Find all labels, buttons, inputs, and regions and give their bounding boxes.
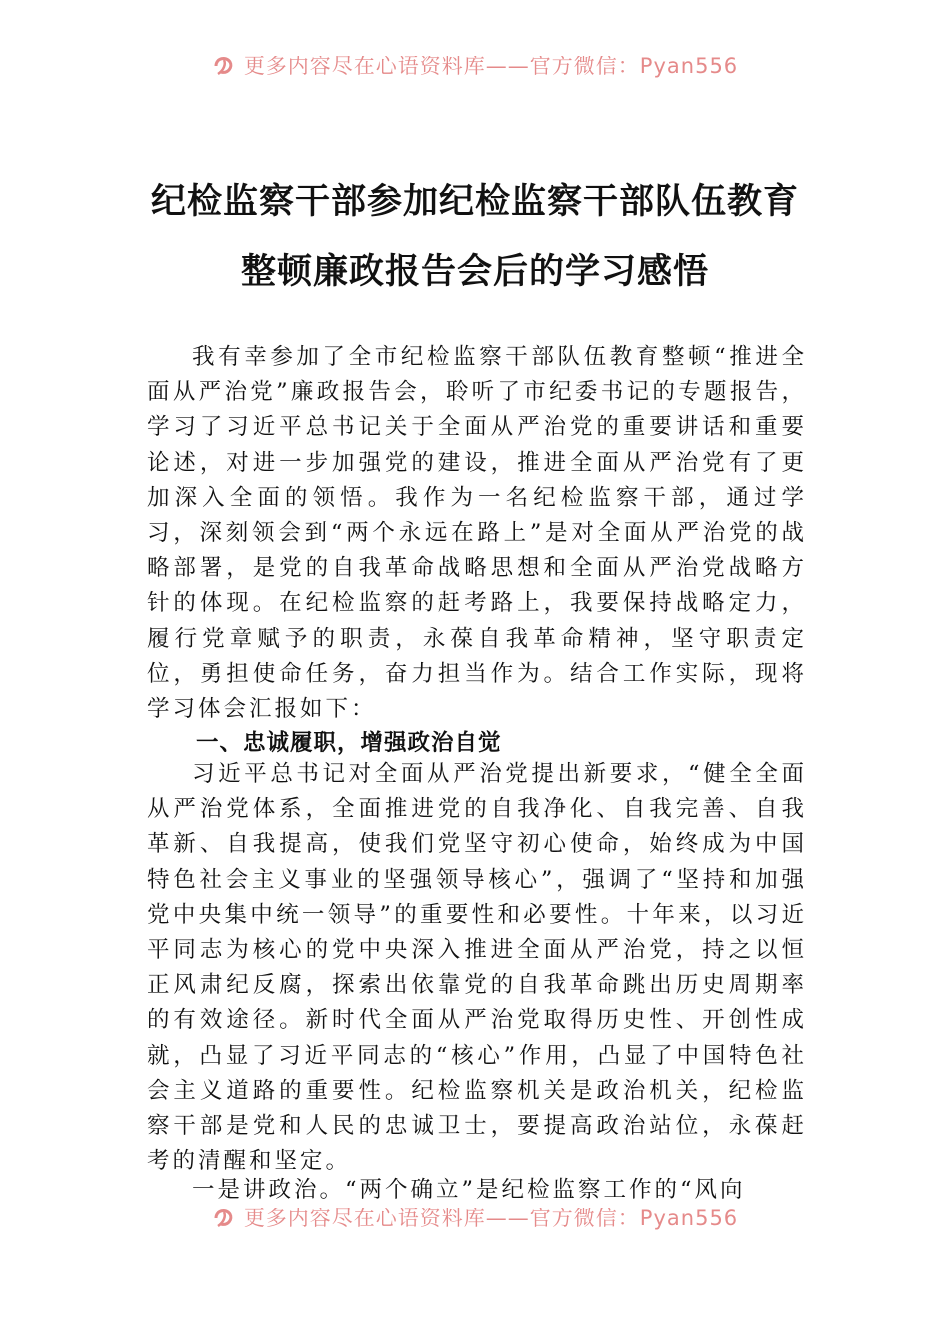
intro-paragraph: 我有幸参加了全市纪检监察干部队伍教育整顿“推进全面从严治党”廉政报告会，聆听了市纪委书记的专题报告，学习了习近平总书记关于全面从严治党的重要讲话和重要论述，对进一步加强党的建设，推进全面从严治党有了更加深入全面的领悟。我作为一名纪检监察干部，通过学习，深刻领会到“两个永远在路上”是对全面从严治党的战略部署，是党的自我革命战略思想和全面从严治党战略方针的体现。在纪检监察的赶考路上，我要保持战略定力，履行党章赋予的职责，永葆自我革命精神，坚守职责定位，勇担使命任务，奋力担当作为。结合工作实际，现将学习体会汇报如下： — [147, 344, 807, 723]
section-1-next-paragraph: 一是讲政治。“两个确立”是纪检监察工作的“风向 — [192, 1177, 746, 1203]
document-title-line2: 整顿廉政报告会后的学习感悟 — [240, 251, 709, 292]
section-heading-1: 一、忠诚履职，增强政治自觉 — [196, 730, 502, 756]
document-title-line1: 纪检监察干部参加纪检监察干部队伍教育 — [150, 181, 799, 222]
watermark-bottom — [0, 1208, 950, 1236]
watermark-text: 更多内容尽在心语资料库——官方微信：Pyan556 — [243, 1208, 739, 1230]
watermark-top — [0, 56, 950, 84]
watermark-logo-icon — [212, 1208, 238, 1230]
watermark-logo-icon — [212, 56, 238, 78]
watermark-text: 更多内容尽在心语资料库——官方微信：Pyan556 — [243, 56, 739, 78]
section-1-paragraph: 习近平总书记对全面从严治党提出新要求，“健全全面从严治党体系，全面推进党的自我净化、自我完善、自我革新、自我提高，使我们党坚守初心使命，始终成为中国特色社会主义事业的坚强领导核心”，强调了“坚持和加强党中央集中统一领导”的重要性和必要性。十年来，以习近平同志为核心的党中央深入推进全面从严治党，持之以恒正风肃纪反腐，探索出依靠党的自我革命跳出历史周期率的有效途径。新时代全面从严治党取得历史性、开创性成就，凸显了习近平同志的“核心”作用，凸显了中国特色社会主义道路的重要性。纪检监察机关是政治机关，纪检监察干部是党和人民的忠诚卫士，要提高政治站位，永葆赶考的清醒和坚定。 — [147, 761, 807, 1175]
